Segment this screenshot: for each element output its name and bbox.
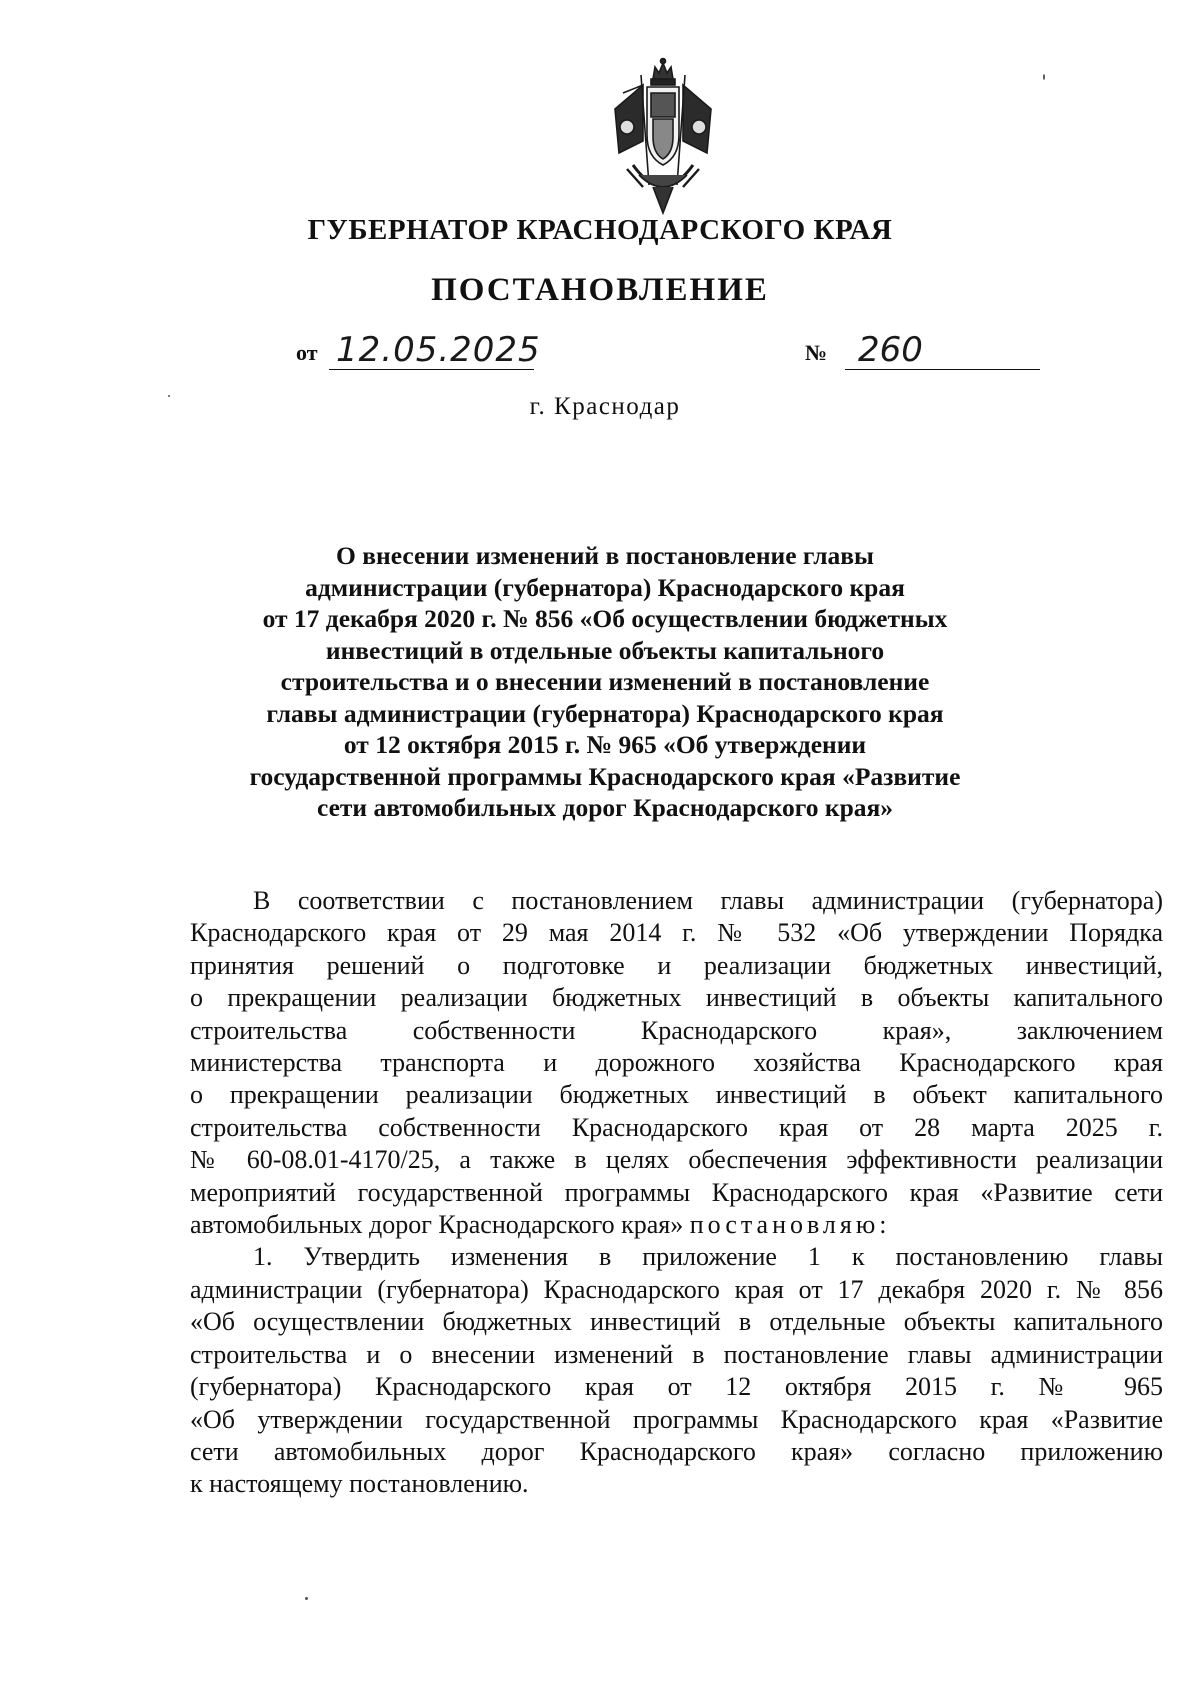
body-line: В соответствии с постановлением главы администрации (губернатора) [253, 886, 1163, 915]
body-line: строительства собственности Краснодарского края от 28 марта 2025 г. [190, 1112, 1163, 1142]
body-line: строительства и о внесении изменений в постановление главы администрации [190, 1339, 1163, 1369]
subject-line: инвестиций в отдельные объекты капитального [325, 635, 885, 665]
subject-line: от 12 октября 2015 г. № 965 «Об утверждении [343, 730, 867, 759]
body-line: Краснодарского края от 29 мая 2014 г. № 532 «Об утверждении Порядка [190, 918, 1163, 948]
subject-line: сети автомобильных дорог Краснодарского края» [316, 793, 894, 822]
body-line: 1. Утвердить изменения в приложение 1 к постановлению главы [253, 1242, 1163, 1272]
city: г. Краснодар [529, 393, 681, 420]
body-line: о прекращении реализации бюджетных инвестиций в объекты капитального [190, 983, 1163, 1013]
body-line: сети автомобильных дорог Краснодарского края» согласно приложению [190, 1436, 1163, 1466]
body-line: мероприятий государственной программы Краснодарского края «Развитие сети [190, 1177, 1163, 1207]
scan-speck [1043, 74, 1045, 80]
date-label: от [296, 340, 318, 365]
issuer-title: ГУБЕРНАТОР КРАСНОДАРСКОГО КРАЯ [307, 214, 893, 246]
subject-line: от 17 декабря 2020 г. № 856 «Об осуществлении бюджетных [262, 604, 948, 633]
document-subject [200, 540, 1010, 824]
paragraph-preamble [190, 885, 1163, 1241]
paragraph-item-1 [190, 1241, 1163, 1500]
number-label: № [805, 340, 828, 365]
scan-speck [168, 395, 170, 397]
resolve-word: постановляю: [689, 1210, 891, 1240]
body-line-resolve [190, 1209, 1163, 1241]
body-line: министерства транспорта и дорожного хозяйства Краснодарского края [190, 1048, 1163, 1078]
number-handwritten: 260 [858, 330, 923, 370]
body-line: о прекращении реализации бюджетных инвестиций в объект капитального [190, 1080, 1163, 1110]
body-line: (губернатора) Краснодарского края от 12 октября 2015 г. № 965 [190, 1372, 1163, 1402]
subject-line: администрации (губернатора) Краснодарского края [305, 572, 905, 602]
coat-of-arms-emblem [603, 57, 723, 217]
subject-line: главы администрации (губернатора) Краснодарского края [266, 698, 944, 728]
document-type: ПОСТАНОВЛЕНИЕ [431, 272, 769, 308]
body-line: «Об утверждении государственной программы Краснодарского края «Развитие [190, 1404, 1163, 1434]
body-line: № 60-08.01-4170/25, а также в целях обеспечения эффективности реализации [190, 1145, 1163, 1175]
date-handwritten: 12.05.2025 [336, 330, 541, 370]
body-line: к настоящему постановлению. [190, 1469, 529, 1499]
body-line: администрации (губернатора) Краснодарского края от 17 декабря 2020 г. № 856 [190, 1274, 1163, 1304]
body-line: строительства собственности Краснодарского края», заключением [190, 1015, 1163, 1045]
scan-speck [305, 1597, 308, 1600]
subject-line: строительства и о внесении изменений в постановление [280, 667, 930, 696]
body-line: принятия решений о подготовке и реализации бюджетных инвестиций, [190, 950, 1163, 980]
body-line-text: автомобильных дорог Краснодарского края» [190, 1210, 684, 1240]
document-body [190, 885, 1163, 1501]
body-line: «Об осуществлении бюджетных инвестиций в отдельные объекты капитального [190, 1307, 1163, 1337]
subject-line: государственной программы Краснодарского края «Развитие [249, 761, 961, 791]
subject-line: О внесении изменений в постановление главы [336, 541, 874, 570]
